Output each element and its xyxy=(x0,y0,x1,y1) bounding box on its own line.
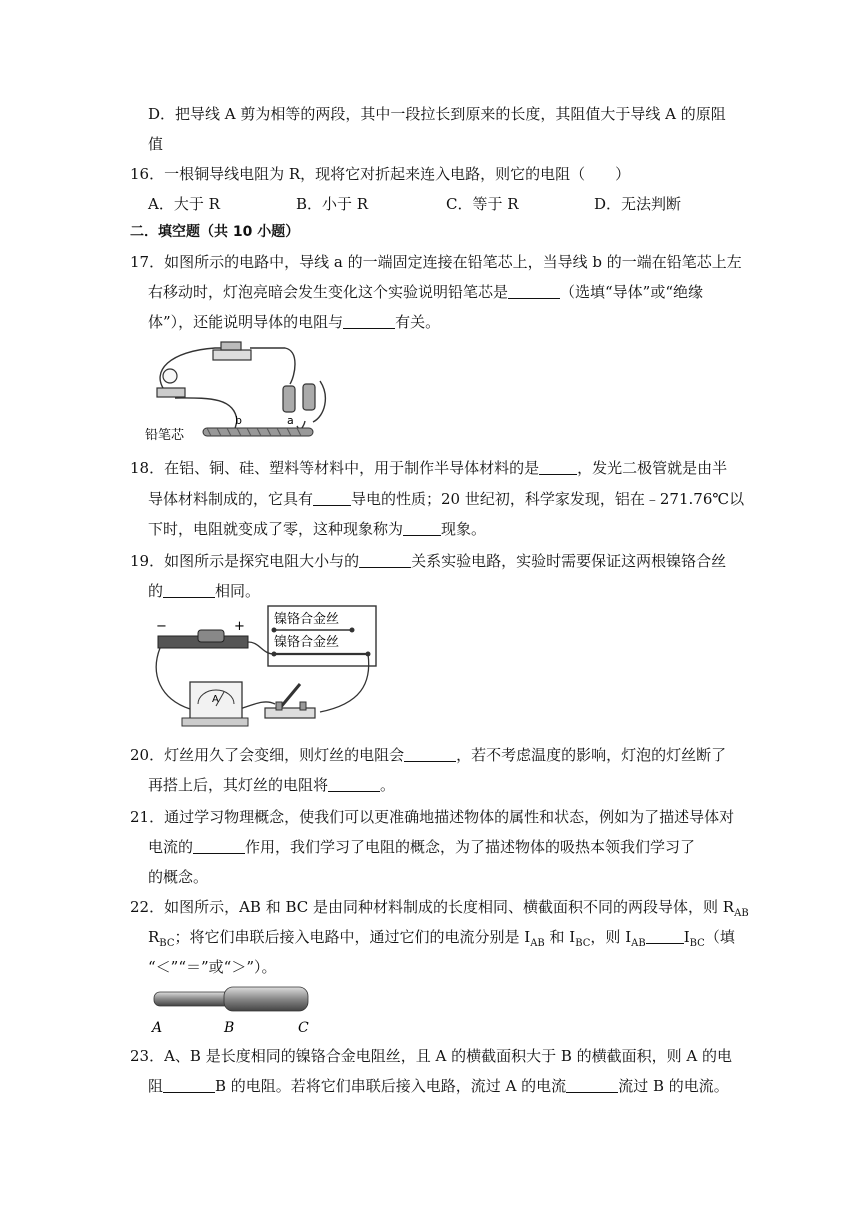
q22-conductor-figure xyxy=(148,984,318,1036)
battery-1 xyxy=(283,386,295,412)
label-C: C xyxy=(298,1020,309,1036)
q20-blank-2[interactable] xyxy=(328,775,380,792)
ammeter-label: A xyxy=(212,694,219,705)
q19-line1: 19．如图所示是探究电阻大小与的 关系实验电路，实验时需要保证这两根镍铬合丝 xyxy=(130,552,727,570)
q21-line1: 21．通过学习物理概念，使我们可以更准确地描述物体的属性和状态，例如为了描述导体对 xyxy=(130,808,735,826)
label-a: a xyxy=(287,414,294,427)
label-pencil-lead: 铅笔芯 xyxy=(145,428,185,443)
q18-line1: 18．在铝、铜、硅、塑料等材料中，用于制作半导体材料的是 ，发光二极管就是由半 xyxy=(130,459,728,477)
q16-option-d: D．无法判断 xyxy=(594,195,682,213)
q23-blank-1[interactable] xyxy=(163,1076,215,1093)
q17-blank-2[interactable] xyxy=(343,312,395,329)
q16-option-b: B．小于 R xyxy=(296,195,369,213)
q15-option-d-line1: D．把导线 A 剪为相等的两段，其中一段拉长到原来的长度，其阻值大于导线 A 的原阻 xyxy=(148,105,726,123)
q18-blank-2[interactable] xyxy=(313,489,351,506)
section-title: 二．填空题（共 10 小题） xyxy=(130,224,300,240)
q23-line1: 23．A、B 是长度相同的镍铬合金电阻丝，且 A 的横截面积大于 B 的横截面积，则 A 的电 xyxy=(130,1047,733,1065)
q19-blank-2[interactable] xyxy=(163,581,215,598)
q18-blank-3[interactable] xyxy=(403,519,441,536)
plus-sign: + xyxy=(234,619,245,634)
q17-line3: 体”），还能说明导体的电阻与 有关。 xyxy=(148,313,441,331)
q21-line2: 电流的 作用，我们学习了电阻的概念，为了描述物体的吸热本领我们学习了 xyxy=(148,838,696,856)
label-B: B xyxy=(224,1020,235,1036)
q22-blank-1[interactable] xyxy=(646,927,684,944)
q22-line2: $R_{BC}$；将它们串联后接入电路中，通过它们的电流分别是 $I_{AB}$ 和 $I_{BC}$，则 $I_{AB}$ $I_{BC}$（填 xyxy=(148,928,735,949)
label-A: A xyxy=(152,1020,163,1036)
battery-2 xyxy=(303,384,315,410)
minus-sign: − xyxy=(156,619,167,634)
conductor-ab xyxy=(154,992,232,1006)
q16-option-c: C．等于 R xyxy=(446,195,519,213)
q17-circuit-figure xyxy=(145,336,335,446)
q21-blank-1[interactable] xyxy=(193,837,245,854)
q16-stem: 16．一根铜导线电阻为 R，现将它对折起来连入电路，则它的电阻（ ） xyxy=(130,165,631,183)
q16-option-a: A．大于 R xyxy=(148,195,220,213)
q18-line3: 下时，电阻就变成了零，这种现象称为 现象。 xyxy=(148,520,487,538)
switch-base xyxy=(213,350,251,360)
label-b: b xyxy=(235,414,242,427)
q15-option-d-line2: 值 xyxy=(148,135,164,153)
q21-line3: 的概念。 xyxy=(148,868,209,886)
q23-line2: 阻 B 的电阻。若将它们串联后接入电路，流过 A 的电流 流过 B 的电流。 xyxy=(148,1077,729,1095)
q23-blank-2[interactable] xyxy=(566,1076,618,1093)
switch-base xyxy=(265,708,315,718)
q20-blank-1[interactable] xyxy=(404,745,456,762)
conductor-bc xyxy=(224,987,308,1011)
q18-line2: 导体材料制成的，它具有 导电的性质；20 世纪初，科学家发现，铝在﹣271.76℃以 xyxy=(148,490,745,508)
q18-blank-1[interactable] xyxy=(539,458,577,475)
wire-1-label: 镍铬合金丝 xyxy=(274,612,340,627)
switch-lever xyxy=(221,342,241,350)
q20-line2: 再搭上后，其灯丝的电阻将 。 xyxy=(148,776,396,794)
bulb xyxy=(163,369,177,383)
q19-blank-1[interactable] xyxy=(359,551,411,568)
bulb-holder xyxy=(157,388,185,397)
q20-line1: 20．灯丝用久了会变细，则灯丝的电阻会 ，若不考虑温度的影响，灯泡的灯丝断了 xyxy=(130,746,727,764)
wire-2-label: 镍铬合金丝 xyxy=(274,635,340,650)
q19-line2: 的 相同。 xyxy=(148,582,261,600)
q19-circuit-figure xyxy=(150,604,380,734)
q17-line1: 17．如图所示的电路中，导线 a 的一端固定连接在铅笔芯上，当导线 b 的一端在铅笔芯上左 xyxy=(130,253,742,271)
q17-blank-1[interactable] xyxy=(508,282,560,299)
q17-line2: 右移动时，灯泡亮暗会发生变化这个实验说明铅笔芯是 （选填“导体”或“绝缘 xyxy=(148,283,704,301)
q22-line1: 22．如图所示，AB 和 BC 是由同种材料制成的长度相同、横截面积不同的两段导体，则 $R_{AB}$ xyxy=(130,898,749,919)
q22-line3: “＜”“＝”或“＞”）。 xyxy=(148,958,277,976)
